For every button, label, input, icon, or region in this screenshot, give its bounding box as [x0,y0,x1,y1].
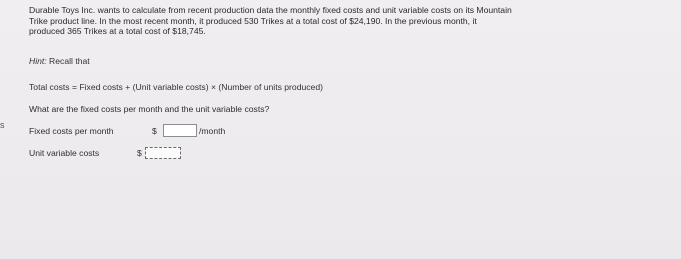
fixed-costs-suffix: /month [199,126,226,136]
unit-variable-costs-label: Unit variable costs [29,148,100,158]
unit-variable-costs-input[interactable] [145,147,181,159]
fixed-costs-input[interactable] [163,124,197,137]
fixed-costs-label: Fixed costs per month [29,126,114,136]
hint-prefix: Hint: [29,56,47,66]
problem-line-3: produced 365 Trikes at a total cost of $18,745. [29,26,206,36]
problem-line-1: Durable Toys Inc. wants to calculate from recent production data the monthly fixed costs and unit variable costs on its Mountain [29,5,512,15]
cost-formula: Total costs = Fixed costs + (Unit variable costs) × (Number of units produced) [29,82,323,92]
question-text: What are the fixed costs per month and the unit variable costs? [29,104,270,114]
hint-text: Recall that [46,56,90,66]
hint [29,56,90,66]
problem-line-2: Trike product line. In the most recent month, it produced 530 Trikes at a total cost of $24,190. In the previous month, it [29,15,477,26]
fixed-costs-dollar: $ [152,126,157,136]
edge-mark: s [0,120,5,130]
unit-variable-costs-dollar: $ [137,148,142,158]
problem-statement [29,5,619,37]
